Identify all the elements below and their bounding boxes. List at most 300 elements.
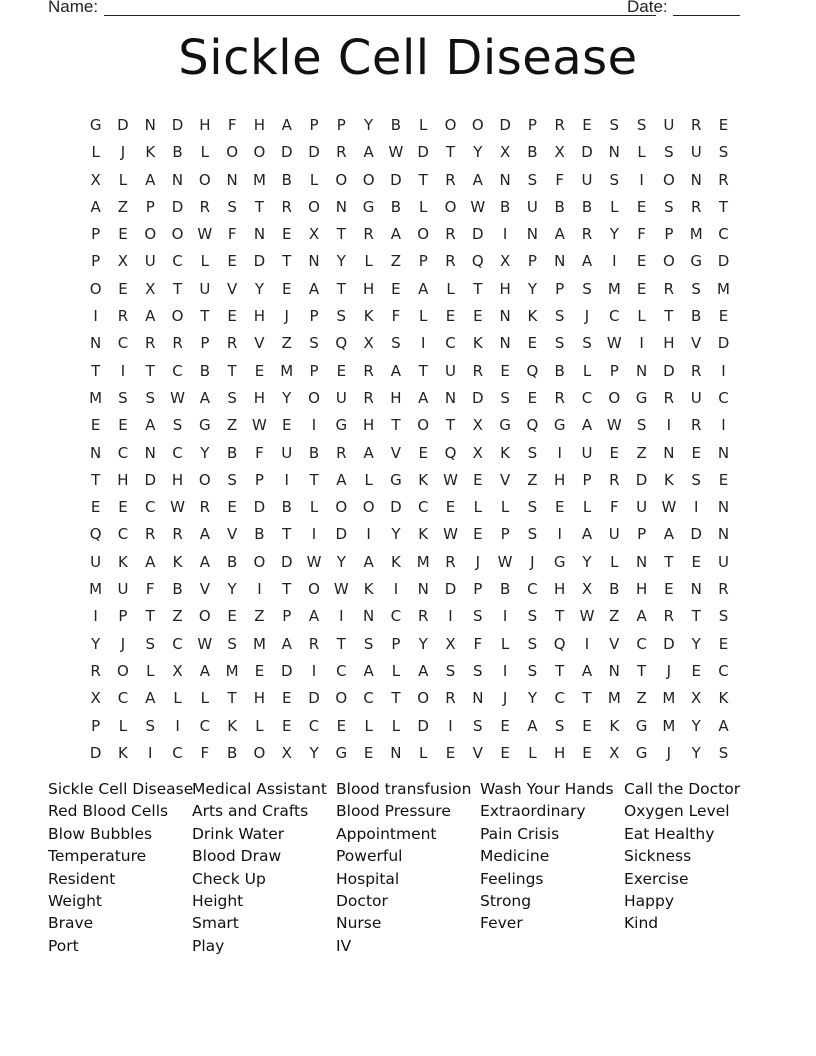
grid-letter: H [253,388,266,407]
grid-letter: Z [172,607,183,626]
grid-letter: B [527,143,538,162]
grid-letter: S [473,607,483,626]
grid-letter: E [118,416,128,435]
grid-letter: E [281,416,292,435]
grid-letter: R [663,607,675,626]
grid-letter: P [418,252,428,271]
grid-letter: I [557,525,562,544]
grid-letter: O [362,170,375,189]
grid-letter: S [309,334,319,353]
grid-letter: B [281,498,292,517]
word-column [336,778,480,957]
grid-letter: Y [91,634,101,653]
grid-letter: N [444,388,457,407]
grid-letter: I [311,525,317,544]
grid-letter: D [717,334,730,353]
grid-letter: R [363,225,374,244]
grid-letter: D [472,225,484,244]
grid-letter: K [363,307,374,326]
grid-letter: I [175,716,180,735]
grid-letter: J [666,661,672,680]
grid-letter: D [253,498,266,517]
grid-letter: S [391,334,401,353]
grid-letter: E [391,279,401,298]
grid-letter: H [117,470,129,489]
grid-letter: P [609,361,619,380]
grid-row [82,112,737,139]
grid-letter: C [390,607,402,626]
grid-letter: V [609,634,620,653]
grid-row [82,713,737,740]
grid-letter: V [472,743,483,762]
grid-letter: P [473,580,483,599]
grid-letter: W [170,388,185,407]
grid-letter: J [120,634,126,653]
grid-row [82,139,737,166]
grid-letter: E [227,498,237,517]
grid-letter: E [363,743,374,762]
grid-letter: S [473,716,483,735]
grid-letter: I [448,716,453,735]
word-item: Blood Pressure [336,802,451,821]
grid-letter: M [89,388,103,407]
grid-letter: B [172,143,183,162]
grid-letter: L [637,143,646,162]
grid-letter: I [311,416,317,435]
grid-letter: H [554,580,566,599]
letter-grid [82,112,737,767]
grid-letter: T [200,307,210,326]
word-column [48,778,192,957]
grid-letter: S [718,143,729,162]
grid-letter: E [718,634,729,653]
grid-letter: E [473,525,483,544]
grid-letter: X [281,743,292,762]
grid-letter: I [502,607,508,626]
grid-letter: P [254,470,264,489]
grid-letter: E [500,743,510,762]
word-item: Strong [480,891,532,910]
grid-letter: T [391,416,401,435]
grid-letter: E [473,307,483,326]
word-item: Powerful [336,847,403,866]
grid-letter: D [390,498,402,517]
grid-letter: Y [609,225,619,244]
grid-letter: O [362,498,375,517]
word-bank [48,778,768,957]
grid-letter: T [145,361,155,380]
grid-letter: P [336,116,346,134]
grid-letter: E [691,552,701,571]
grid-letter: D [635,470,648,489]
word-item: Wash Your Hands [480,780,614,798]
grid-letter: T [91,470,101,489]
grid-letter: O [226,143,239,162]
grid-letter: I [284,470,289,489]
grid-letter: R [117,307,129,326]
grid-letter: Z [117,197,129,216]
grid-letter: D [444,580,457,599]
grid-letter: R [690,416,702,435]
grid-letter: N [363,607,375,626]
grid-letter: W [443,470,458,489]
grid-letter: P [282,607,292,626]
grid-letter: Z [281,334,292,353]
grid-letter: Z [254,607,265,626]
grid-letter: O [417,225,430,244]
grid-letter: D [117,116,129,134]
grid-row [82,658,737,685]
grid-letter: S [145,388,155,407]
grid-letter: N [608,661,620,680]
grid-row [82,740,737,767]
grid-letter: P [118,607,128,626]
grid-letter: M [662,689,676,708]
grid-letter: B [390,197,402,216]
grid-letter: L [500,634,510,653]
grid-letter: K [418,525,429,544]
grid-letter: S [227,634,237,653]
word-item: Appointment [336,824,437,843]
grid-letter: H [253,116,266,134]
grid-letter: O [662,170,675,189]
grid-letter: L [364,716,373,735]
grid-letter: M [252,170,266,189]
name-field-line[interactable] [104,15,656,16]
grid-letter: E [254,361,265,380]
grid-letter: A [390,225,402,244]
grid-letter: G [553,416,566,435]
grid-letter: N [90,334,102,353]
grid-letter: N [635,552,648,571]
word-item: Extraordinary [480,802,586,821]
grid-letter: G [553,552,566,571]
grid-letter: F [255,443,264,462]
grid-letter: P [309,116,319,134]
grid-row [82,358,737,385]
word-item: Sickle Cell Disease [48,780,194,798]
grid-letter: S [527,443,538,462]
grid-letter: Y [364,116,374,134]
grid-letter: N [499,170,511,189]
grid-letter: U [199,279,211,298]
grid-letter: T [172,279,183,298]
grid-letter: N [417,580,429,599]
grid-letter: Z [636,689,647,708]
grid-letter: V [499,470,511,489]
grid-letter: Y [527,279,537,298]
grid-letter: P [555,279,565,298]
grid-letter: W [252,416,267,435]
grid-letter: H [253,689,266,708]
grid-letter: N [308,252,320,271]
grid-letter: P [391,634,401,653]
grid-letter: Y [391,525,401,544]
grid-letter: I [393,580,399,599]
grid-letter: U [445,361,456,380]
grid-letter: S [527,607,538,626]
grid-letter: L [500,498,510,517]
grid-letter: L [91,143,100,162]
grid-letter: A [308,607,320,626]
grid-letter: R [172,525,183,544]
grid-letter: S [582,279,592,298]
grid-letter: T [145,607,155,626]
grid-letter: B [554,197,565,216]
grid-letter: Y [582,552,592,571]
grid-letter: M [252,634,266,653]
grid-letter: E [718,116,729,134]
grid-letter: U [117,580,129,599]
grid-letter: L [118,170,128,189]
grid-letter: A [145,552,156,571]
word-item: Blood transfusion [336,780,472,798]
grid-letter: L [610,552,619,571]
grid-letter: O [171,307,184,326]
grid-letter: Z [636,443,647,462]
grid-letter: C [117,334,129,353]
grid-letter: P [500,525,510,544]
grid-letter: R [363,388,374,407]
grid-letter: I [311,661,317,680]
grid-letter: N [526,225,539,244]
grid-letter: A [581,252,593,271]
word-item: Sickness [624,847,692,866]
grid-letter: S [227,388,237,407]
grid-letter: U [144,252,156,271]
grid-letter: A [472,170,483,189]
grid-letter: E [418,443,428,462]
grid-letter: D [280,143,293,162]
grid-letter: R [336,143,347,162]
grid-letter: T [445,143,456,162]
word-item: IV [336,936,352,955]
grid-letter: T [664,307,674,326]
grid-letter: U [526,197,538,216]
grid-letter: A [145,416,156,435]
grid-letter: M [607,279,621,298]
grid-letter: E [500,361,510,380]
grid-letter: B [554,361,565,380]
grid-letter: P [527,252,537,271]
grid-letter: I [502,661,508,680]
grid-letter: P [309,307,319,326]
grid-letter: D [417,143,429,162]
grid-letter: M [89,580,103,599]
word-item: Red Blood Cells [48,802,169,821]
grid-letter: A [718,716,729,735]
grid-letter: T [254,197,265,216]
grid-letter: V [390,443,402,462]
grid-letter: I [693,498,699,517]
grid-letter: B [254,525,265,544]
grid-letter: O [308,388,320,407]
grid-letter: R [445,170,456,189]
grid-letter: A [199,552,210,571]
grid-letter: E [281,225,292,244]
grid-letter: S [172,416,183,435]
grid-letter: A [581,525,593,544]
grid-letter: C [117,443,129,462]
grid-letter: A [281,634,292,653]
grid-letter: E [582,116,592,134]
grid-letter: M [607,689,621,708]
grid-letter: T [445,416,456,435]
grid-letter: X [145,279,156,298]
grid-letter: D [280,552,293,571]
grid-letter: T [227,361,237,380]
grid-letter: E [90,416,101,435]
word-item: Kind [624,914,659,933]
grid-letter: O [471,116,484,134]
grid-letter: C [718,388,729,407]
date-field-line[interactable] [673,15,740,16]
grid-letter: D [308,689,320,708]
grid-letter: K [390,552,401,571]
word-item: Eat Healthy [624,824,715,843]
grid-letter: H [362,416,375,435]
grid-letter: O [335,498,348,517]
grid-letter: D [390,170,402,189]
grid-letter: L [419,116,428,134]
grid-letter: S [664,143,674,162]
grid-letter: D [171,116,184,134]
grid-letter: S [145,716,155,735]
grid-letter: S [554,307,565,326]
name-label: Name: [48,0,99,16]
grid-letter: O [417,416,430,435]
grid-letter: A [663,525,675,544]
grid-letter: X [90,170,101,189]
grid-letter: E [118,498,128,517]
grid-letter: F [145,580,155,599]
grid-letter: R [90,661,101,680]
word-item: Medical Assistant [192,780,327,798]
grid-letter: T [418,361,428,380]
grid-letter: N [717,443,730,462]
grid-letter: R [145,525,156,544]
grid-letter: E [90,498,101,517]
grid-letter: T [336,279,346,298]
grid-letter: I [120,361,126,380]
grid-letter: C [308,716,320,735]
grid-letter: R [417,607,429,626]
grid-letter: W [306,552,322,571]
grid-letter: L [200,252,210,271]
grid-letter: A [581,416,593,435]
grid-letter: D [171,197,184,216]
grid-letter: H [499,279,511,298]
grid-letter: J [502,689,508,708]
word-column [624,778,768,957]
grid-letter: Q [89,525,102,544]
grid-letter: P [582,470,592,489]
grid-letter: E [582,743,592,762]
word-item: Arts and Crafts [192,802,309,821]
grid-letter: S [445,661,456,680]
grid-letter: K [500,443,511,462]
grid-letter: L [637,307,646,326]
grid-letter: H [390,388,402,407]
grid-letter: T [309,470,319,489]
word-item: Hospital [336,869,400,888]
word-item: Medicine [480,847,550,866]
grid-letter: S [636,116,647,134]
grid-letter: E [227,252,237,271]
grid-row [82,440,737,467]
grid-letter: P [637,525,647,544]
grid-letter: L [200,689,210,708]
grid-letter: Y [309,743,319,762]
grid-letter: R [718,170,729,189]
grid-letter: Q [526,416,539,435]
grid-letter: D [663,361,675,380]
grid-letter: E [118,279,128,298]
grid-letter: W [661,498,677,517]
grid-letter: O [89,279,102,298]
grid-letter: A [418,661,429,680]
grid-letter: R [445,689,456,708]
grid-letter: B [581,197,593,216]
grid-letter: I [420,334,426,353]
grid-letter: H [635,580,648,599]
grid-letter: O [253,552,266,571]
grid-letter: R [308,634,320,653]
grid-letter: B [226,443,238,462]
grid-letter: N [335,197,347,216]
grid-letter: N [499,334,511,353]
grid-letter: Y [200,443,210,462]
grid-letter: L [419,197,428,216]
grid-letter: A [90,197,101,216]
grid-letter: A [145,170,156,189]
grid-letter: V [691,334,702,353]
grid-letter: G [199,416,211,435]
word-column [480,778,624,957]
grid-letter: W [333,580,349,599]
grid-letter: I [584,634,590,653]
grid-letter: A [418,388,429,407]
grid-letter: T [582,689,592,708]
grid-letter: L [173,689,182,708]
grid-letter: O [198,470,211,489]
grid-letter: I [612,252,617,271]
grid-row [82,467,737,494]
grid-letter: E [527,334,538,353]
grid-letter: L [309,170,319,189]
grid-letter: H [171,470,184,489]
grid-letter: E [691,661,701,680]
grid-letter: S [527,661,538,680]
grid-letter: N [717,498,730,517]
grid-letter: O [117,661,129,680]
grid-letter: D [499,116,511,134]
grid-letter: O [335,170,348,189]
grid-letter: A [390,361,402,380]
grid-letter: O [444,116,457,134]
grid-letter: D [472,388,484,407]
grid-letter: W [579,607,595,626]
grid-letter: J [530,552,535,571]
grid-letter: S [227,197,237,216]
grid-letter: E [336,716,347,735]
grid-letter: D [144,470,157,489]
grid-letter: T [718,197,729,216]
grid-letter: E [473,470,483,489]
grid-letter: G [335,743,348,762]
grid-letter: W [606,334,622,353]
grid-letter: R [199,197,211,216]
